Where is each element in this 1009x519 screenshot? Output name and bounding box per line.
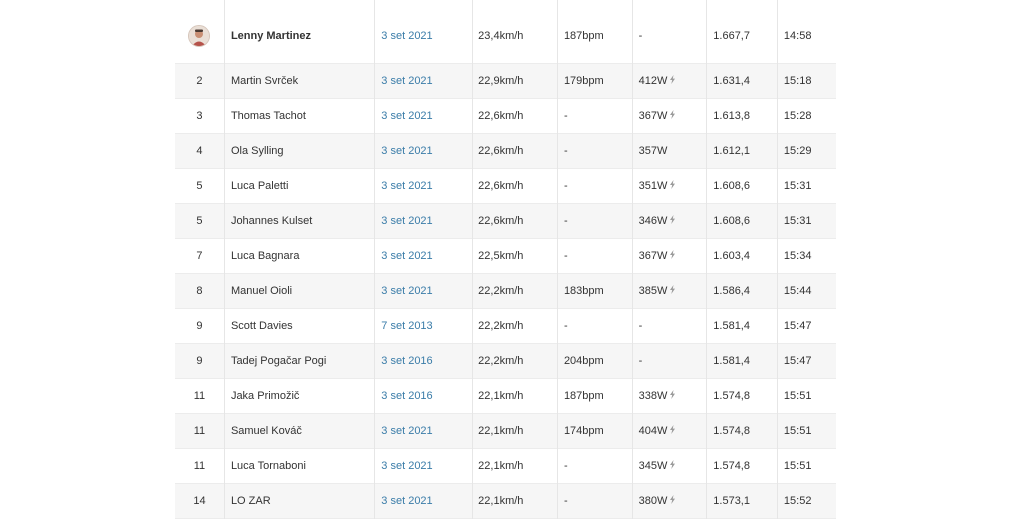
table-row[interactable] bbox=[175, 414, 836, 449]
athlete-cell bbox=[224, 379, 374, 414]
lightning-bolt-icon bbox=[669, 180, 676, 192]
activity-date-link[interactable]: 7 set 2013 bbox=[381, 320, 433, 332]
power-cell bbox=[632, 169, 707, 204]
athlete-name-link[interactable]: LO ZAR bbox=[230, 495, 271, 507]
athlete-cell bbox=[224, 309, 374, 344]
power-cell bbox=[632, 274, 707, 309]
activity-date-link[interactable]: 3 set 2016 bbox=[381, 390, 433, 402]
athlete-name-link[interactable]: Luca Tornaboni bbox=[230, 460, 306, 472]
table-row[interactable] bbox=[175, 239, 836, 274]
table-row[interactable] bbox=[175, 169, 836, 204]
rank-value: 4 bbox=[196, 145, 203, 157]
time-value: 14:58 bbox=[777, 0, 836, 64]
lightning-bolt-icon bbox=[669, 110, 676, 122]
speed-value: 22,2km/h bbox=[473, 274, 558, 309]
speed-value: 22,5km/h bbox=[473, 239, 558, 274]
rank-value: 11 bbox=[193, 390, 206, 402]
athlete-cell bbox=[224, 449, 374, 484]
athlete-cell bbox=[224, 99, 374, 134]
athlete-name-link[interactable]: Scott Davies bbox=[230, 320, 293, 332]
rank-value: 11 bbox=[193, 425, 206, 437]
power-cell bbox=[632, 344, 707, 379]
rank-value: 8 bbox=[196, 285, 203, 297]
lightning-bolt-icon bbox=[669, 460, 676, 472]
power-cell bbox=[632, 449, 707, 484]
date-cell bbox=[375, 449, 473, 484]
rank-cell bbox=[175, 169, 224, 204]
rank-cell bbox=[175, 99, 224, 134]
time-value: 15:51 bbox=[777, 379, 836, 414]
rank-cell bbox=[175, 204, 224, 239]
heart-rate-value: - bbox=[557, 134, 632, 169]
rank-value: 2 bbox=[196, 75, 203, 87]
table-row[interactable] bbox=[175, 379, 836, 414]
athlete-cell bbox=[224, 239, 374, 274]
speed-value: 22,9km/h bbox=[473, 64, 558, 99]
time-value: 15:29 bbox=[777, 134, 836, 169]
rank-cell bbox=[175, 239, 224, 274]
power-value: 346W bbox=[638, 214, 668, 227]
time-value: 15:31 bbox=[777, 204, 836, 239]
date-cell bbox=[375, 64, 473, 99]
date-cell bbox=[375, 204, 473, 239]
athlete-name-link[interactable]: Jaka Primožič bbox=[230, 390, 300, 402]
speed-value: 23,4km/h bbox=[473, 0, 558, 64]
heart-rate-value: - bbox=[557, 309, 632, 344]
vam-value: 1.612,1 bbox=[707, 134, 778, 169]
date-cell bbox=[375, 274, 473, 309]
speed-value: 22,1km/h bbox=[473, 414, 558, 449]
athlete-name-link[interactable]: Luca Paletti bbox=[230, 180, 289, 192]
power-cell bbox=[632, 239, 707, 274]
rank-cell bbox=[175, 344, 224, 379]
table-row[interactable] bbox=[175, 0, 836, 64]
heart-rate-value: 187bpm bbox=[557, 379, 632, 414]
table-row[interactable] bbox=[175, 64, 836, 99]
table-row[interactable] bbox=[175, 204, 836, 239]
power-value: 367W bbox=[638, 249, 668, 262]
lightning-bolt-icon bbox=[669, 250, 676, 262]
speed-value: 22,6km/h bbox=[473, 99, 558, 134]
speed-value: 22,1km/h bbox=[473, 449, 558, 484]
heart-rate-value: 187bpm bbox=[557, 0, 632, 64]
athlete-name-link[interactable]: Martin Svrček bbox=[230, 75, 299, 87]
table-row[interactable] bbox=[175, 134, 836, 169]
power-value: - bbox=[638, 29, 643, 42]
power-value: 385W bbox=[638, 284, 668, 297]
activity-date-link[interactable]: 3 set 2021 bbox=[381, 110, 433, 122]
heart-rate-value: 183bpm bbox=[557, 274, 632, 309]
power-value: 338W bbox=[638, 389, 668, 402]
vam-value: 1.581,4 bbox=[707, 344, 778, 379]
rank-value: 3 bbox=[196, 110, 203, 122]
time-value: 15:51 bbox=[777, 449, 836, 484]
athlete-cell bbox=[224, 414, 374, 449]
power-cell bbox=[632, 309, 707, 344]
athlete-name-link[interactable]: Lenny Martinez bbox=[230, 29, 312, 42]
time-value: 15:44 bbox=[777, 274, 836, 309]
vam-value: 1.586,4 bbox=[707, 274, 778, 309]
heart-rate-value: - bbox=[557, 204, 632, 239]
athlete-cell bbox=[224, 274, 374, 309]
time-value: 15:47 bbox=[777, 309, 836, 344]
lightning-bolt-icon bbox=[669, 425, 676, 437]
athlete-cell bbox=[224, 344, 374, 379]
time-value: 15:31 bbox=[777, 169, 836, 204]
table-row[interactable] bbox=[175, 99, 836, 134]
activity-date-link[interactable]: 3 set 2021 bbox=[381, 145, 433, 157]
time-value: 15:34 bbox=[777, 239, 836, 274]
table-row[interactable] bbox=[175, 274, 836, 309]
date-cell bbox=[375, 169, 473, 204]
date-cell bbox=[375, 99, 473, 134]
activity-date-link[interactable]: 3 set 2021 bbox=[381, 285, 433, 297]
heart-rate-value: - bbox=[557, 99, 632, 134]
table-row[interactable] bbox=[175, 309, 836, 344]
rank-value: 7 bbox=[196, 250, 203, 262]
rank-value: 5 bbox=[196, 180, 203, 192]
vam-value: 1.574,8 bbox=[707, 414, 778, 449]
rank-cell bbox=[175, 449, 224, 484]
date-cell bbox=[375, 309, 473, 344]
date-cell bbox=[375, 0, 473, 64]
date-cell bbox=[375, 344, 473, 379]
speed-value: 22,1km/h bbox=[473, 379, 558, 414]
power-cell bbox=[632, 134, 707, 169]
power-cell bbox=[632, 0, 707, 64]
heart-rate-value: - bbox=[557, 484, 632, 519]
rank-cell bbox=[175, 0, 224, 64]
activity-date-link[interactable]: 3 set 2016 bbox=[381, 355, 433, 367]
table-row[interactable] bbox=[175, 449, 836, 484]
table-row[interactable] bbox=[175, 344, 836, 379]
vam-value: 1.581,4 bbox=[707, 309, 778, 344]
activity-date-link[interactable]: 3 set 2021 bbox=[381, 425, 433, 437]
date-cell bbox=[375, 379, 473, 414]
activity-date-link[interactable]: 3 set 2021 bbox=[381, 75, 433, 87]
rank-value: 9 bbox=[196, 355, 203, 367]
power-cell bbox=[632, 64, 707, 99]
date-cell bbox=[375, 134, 473, 169]
athlete-name-link[interactable]: Tadej Pogačar Pogi bbox=[230, 355, 327, 367]
heart-rate-value: 174bpm bbox=[557, 414, 632, 449]
vam-value: 1.573,1 bbox=[707, 484, 778, 519]
athlete-name-link[interactable]: Ola Sylling bbox=[230, 145, 284, 157]
speed-value: 22,2km/h bbox=[473, 309, 558, 344]
lightning-bolt-icon bbox=[669, 285, 676, 297]
vam-value: 1.603,4 bbox=[707, 239, 778, 274]
activity-date-link[interactable]: 3 set 2021 bbox=[381, 215, 433, 227]
speed-value: 22,6km/h bbox=[473, 134, 558, 169]
time-value: 15:51 bbox=[777, 414, 836, 449]
vam-value: 1.631,4 bbox=[707, 64, 778, 99]
power-cell bbox=[632, 99, 707, 134]
activity-date-link[interactable]: 3 set 2021 bbox=[381, 460, 433, 472]
athlete-name-link[interactable]: Johannes Kulset bbox=[230, 215, 313, 227]
activity-date-link[interactable]: 3 set 2021 bbox=[381, 29, 433, 42]
power-cell bbox=[632, 204, 707, 239]
power-value: 404W bbox=[638, 424, 668, 437]
heart-rate-value: 179bpm bbox=[557, 64, 632, 99]
athlete-cell bbox=[224, 134, 374, 169]
vam-value: 1.667,7 bbox=[707, 0, 778, 64]
athlete-name-link[interactable]: Manuel Oioli bbox=[230, 285, 293, 297]
lightning-bolt-icon bbox=[669, 495, 676, 507]
segment-leaderboard-table bbox=[175, 0, 836, 519]
power-value: - bbox=[638, 320, 643, 332]
power-value: 380W bbox=[638, 494, 668, 507]
athlete-cell bbox=[224, 64, 374, 99]
speed-value: 22,6km/h bbox=[473, 169, 558, 204]
heart-rate-value: - bbox=[557, 169, 632, 204]
rank-cell bbox=[175, 64, 224, 99]
speed-value: 22,2km/h bbox=[473, 344, 558, 379]
vam-value: 1.574,8 bbox=[707, 449, 778, 484]
rank-value: 11 bbox=[193, 460, 206, 472]
athlete-name-link[interactable]: Luca Bagnara bbox=[230, 250, 300, 262]
athlete-cell bbox=[224, 169, 374, 204]
power-value: 351W bbox=[638, 179, 668, 192]
athlete-cell bbox=[224, 484, 374, 519]
lightning-bolt-icon bbox=[669, 75, 676, 87]
vam-value: 1.613,8 bbox=[707, 99, 778, 134]
power-cell bbox=[632, 379, 707, 414]
time-value: 15:18 bbox=[777, 64, 836, 99]
speed-value: 22,6km/h bbox=[473, 204, 558, 239]
rank-cell bbox=[175, 484, 224, 519]
vam-value: 1.608,6 bbox=[707, 169, 778, 204]
vam-value: 1.574,8 bbox=[707, 379, 778, 414]
power-value: 357W bbox=[638, 145, 668, 157]
activity-date-link[interactable]: 3 set 2021 bbox=[381, 495, 433, 507]
date-cell bbox=[375, 484, 473, 519]
rank-cell bbox=[175, 414, 224, 449]
rank-cell bbox=[175, 274, 224, 309]
speed-value: 22,1km/h bbox=[473, 484, 558, 519]
power-value: 345W bbox=[638, 459, 668, 472]
heart-rate-value: 204bpm bbox=[557, 344, 632, 379]
leaderboard-body bbox=[175, 0, 836, 519]
activity-date-link[interactable]: 3 set 2021 bbox=[381, 250, 433, 262]
rank-value: 14 bbox=[193, 495, 206, 507]
activity-date-link[interactable]: 3 set 2021 bbox=[381, 180, 433, 192]
athlete-cell bbox=[224, 204, 374, 239]
time-value: 15:47 bbox=[777, 344, 836, 379]
power-cell bbox=[632, 484, 707, 519]
rank-value: 9 bbox=[196, 320, 203, 332]
lightning-bolt-icon bbox=[669, 215, 676, 227]
power-value: 367W bbox=[638, 109, 668, 122]
athlete-name-link[interactable]: Thomas Tachot bbox=[230, 110, 306, 122]
heart-rate-value: - bbox=[557, 239, 632, 274]
rank-cell bbox=[175, 379, 224, 414]
rank-value: 5 bbox=[196, 215, 203, 227]
vam-value: 1.608,6 bbox=[707, 204, 778, 239]
power-value: 412W bbox=[638, 74, 668, 87]
table-row[interactable] bbox=[175, 484, 836, 519]
power-cell bbox=[632, 414, 707, 449]
athlete-cell bbox=[224, 0, 374, 64]
date-cell bbox=[375, 414, 473, 449]
rank-cell bbox=[175, 309, 224, 344]
date-cell bbox=[375, 239, 473, 274]
lightning-bolt-icon bbox=[669, 390, 676, 402]
heart-rate-value: - bbox=[557, 449, 632, 484]
rider-avatar[interactable] bbox=[188, 25, 210, 47]
time-value: 15:52 bbox=[777, 484, 836, 519]
power-value: - bbox=[638, 355, 643, 367]
time-value: 15:28 bbox=[777, 99, 836, 134]
rank-cell bbox=[175, 134, 224, 169]
athlete-name-link[interactable]: Samuel Kováč bbox=[230, 425, 302, 437]
